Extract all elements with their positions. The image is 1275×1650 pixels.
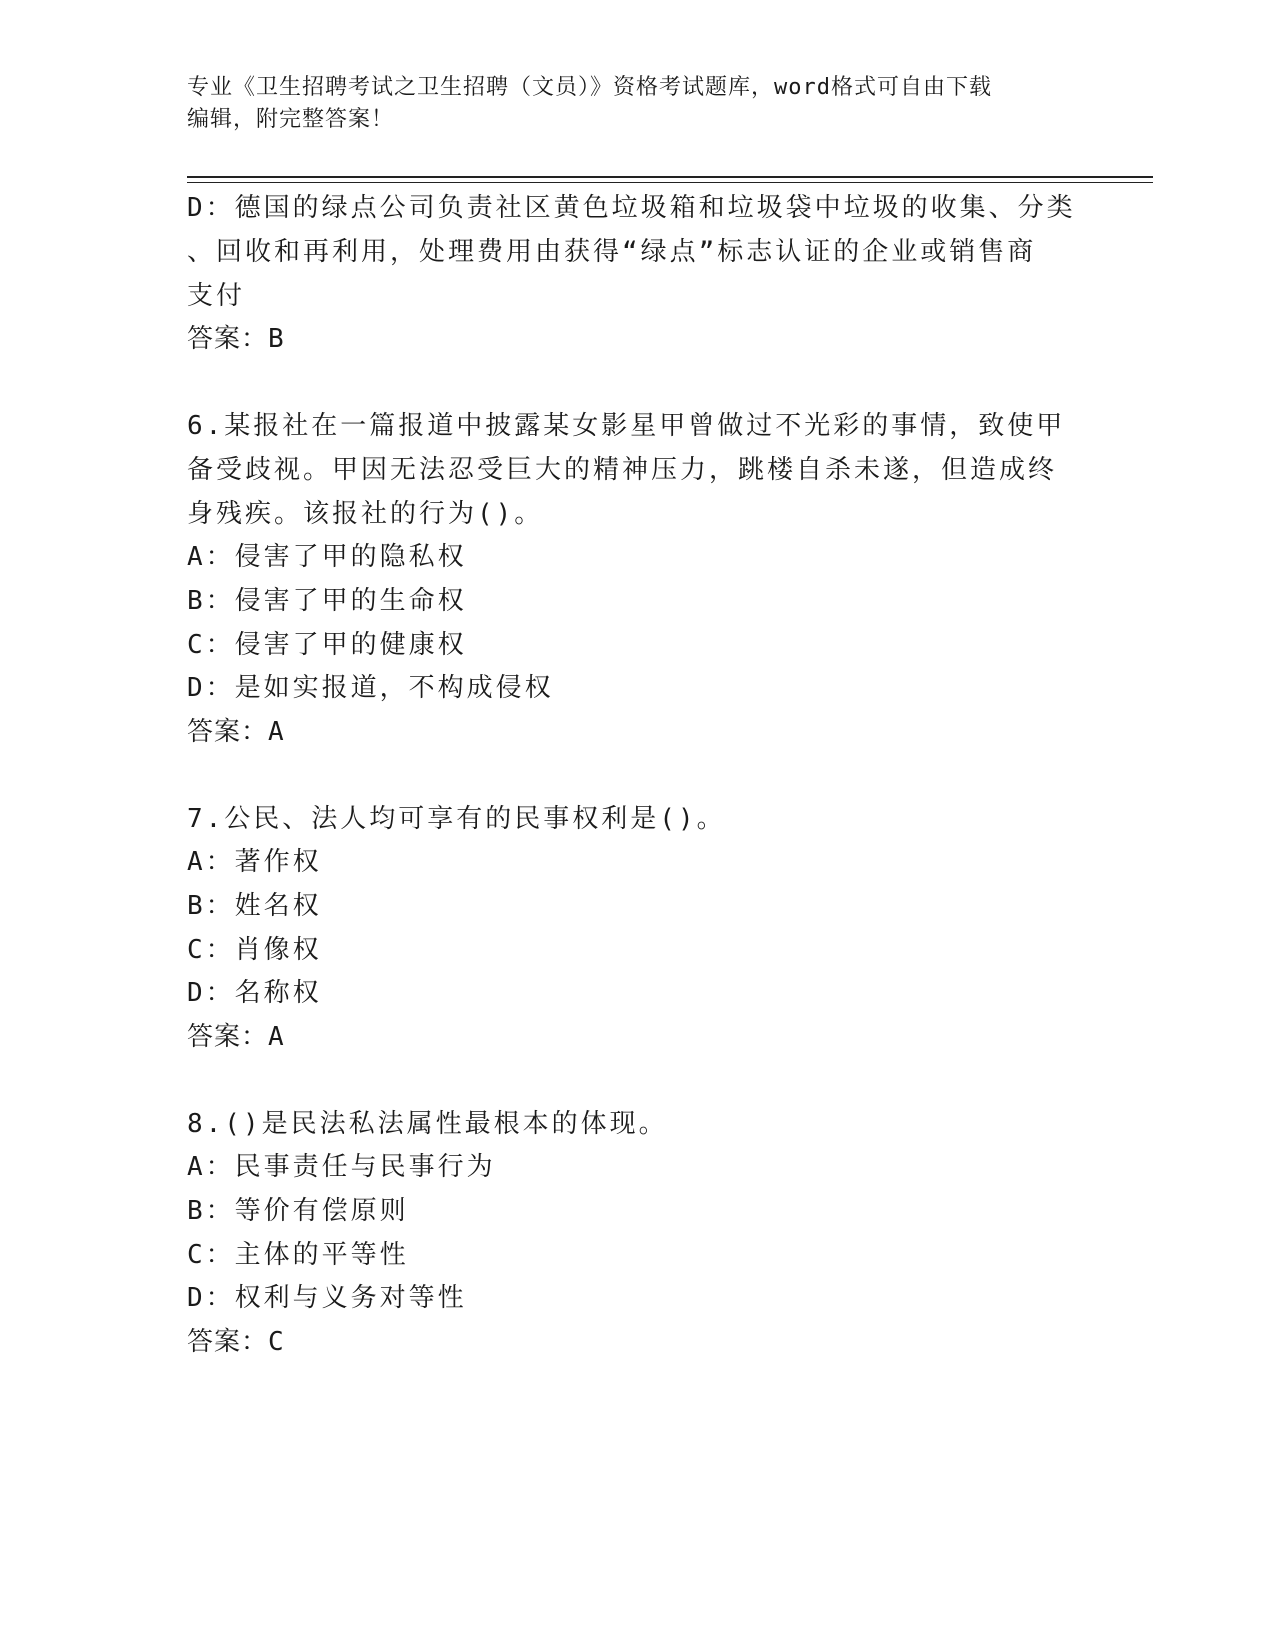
question-8-option-d: D：权利与义务对等性 xyxy=(187,1283,467,1313)
header-divider-thin xyxy=(187,182,1153,183)
question-6-option-c: C：侵害了甲的健康权 xyxy=(187,630,467,660)
question-7-answer xyxy=(187,1022,287,1052)
answer-value: A xyxy=(268,717,287,747)
question-6-option-d: D：是如实报道，不构成侵权 xyxy=(187,673,554,703)
answer-label: 答案： xyxy=(187,1022,269,1052)
question-8-option-b: B：等价有偿原则 xyxy=(187,1196,409,1226)
question-6-stem-line-3: 身残疾。该报社的行为()。 xyxy=(187,499,544,529)
question-7-stem-line-1: 7.公民、法人均可享有的民事权利是()。 xyxy=(187,804,726,834)
answer-value: C xyxy=(268,1327,287,1357)
question-6-option-b: B：侵害了甲的生命权 xyxy=(187,586,467,616)
answer-value: A xyxy=(268,1022,287,1052)
question-8-answer xyxy=(187,1327,287,1357)
question-8-stem-line-1: 8.()是民法私法属性最根本的体现。 xyxy=(187,1109,668,1139)
question-6-option-a: A：侵害了甲的隐私权 xyxy=(187,542,467,572)
question-7-option-a: A：著作权 xyxy=(187,847,322,877)
question-8-option-c: C：主体的平等性 xyxy=(187,1240,409,1270)
question-7-option-b: B：姓名权 xyxy=(187,891,322,921)
question-6-stem-line-2: 备受歧视。甲因无法忍受巨大的精神压力，跳楼自杀未遂，但造成终 xyxy=(187,455,1058,485)
question-7-option-c: C：肖像权 xyxy=(187,935,322,965)
question-8-option-a: A：民事责任与民事行为 xyxy=(187,1152,496,1182)
header-line-1: 专业《卫生招聘考试之卫生招聘（文员）》资格考试题库，word格式可自由下载 xyxy=(187,75,992,100)
prev-option-d-line-2: 、回收和再利用，处理费用由获得“绿点”标志认证的企业或销售商 xyxy=(187,237,1037,267)
question-6-stem-line-1: 6.某报社在一篇报道中披露某女影星甲曾做过不光彩的事情，致使甲 xyxy=(187,411,1066,441)
answer-label: 答案： xyxy=(187,717,269,747)
question-7-option-d: D：名称权 xyxy=(187,978,322,1008)
answer-value: B xyxy=(268,324,287,354)
answer-label: 答案： xyxy=(187,1327,269,1357)
answer-label: 答案： xyxy=(187,324,269,354)
header-line-2: 编辑，附完整答案！ xyxy=(187,107,395,132)
question-6-answer xyxy=(187,717,287,747)
prev-answer xyxy=(187,324,287,354)
prev-option-d-line-3: 支付 xyxy=(187,281,246,311)
prev-option-d-line-1: D：德国的绿点公司负责社区黄色垃圾箱和垃圾袋中垃圾的收集、分类 xyxy=(187,193,1076,223)
document-header xyxy=(187,72,1067,136)
header-divider-thick xyxy=(187,176,1153,178)
